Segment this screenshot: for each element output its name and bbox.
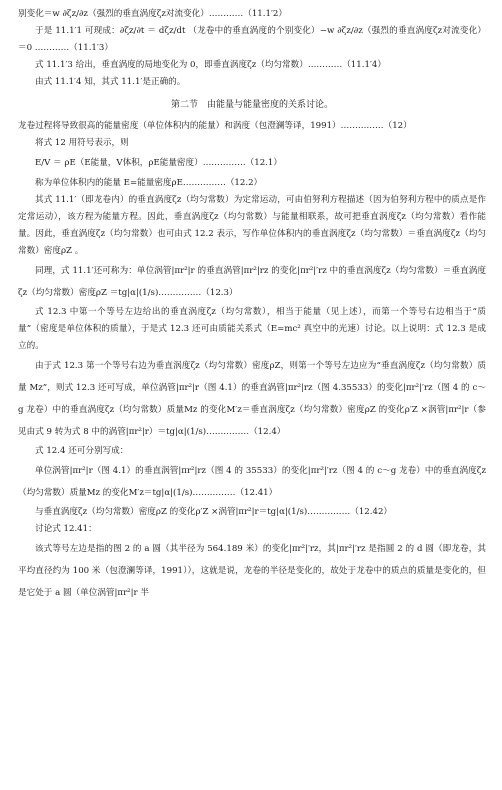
document-page — [18, 6, 486, 604]
paragraph: 称为单位体积内的能量 E=能量密度ρE……………（12.2） — [35, 178, 263, 188]
paragraph: 式 12.4 还可分别写成： — [35, 446, 129, 456]
paragraph: 由于式 12.3 第一个等号右边为垂直涡度ζz（均匀常数）密度ρZ，则第一个等号左边应为“垂直涡度ζz（均匀常数）质量 Mz”，则式 12.3 还可写成，单位涡管|πr²|r（图 4.1）的垂直涡管|πr²|rz（图 4.35533）的变化|πr²|′rz（图 4 的 c～g 龙卷）中的垂直涡度ζz（均匀常数）质量Mz 的变化M′z＝垂直涡度ζz（均匀常数）密度ρZ 的变化ρ′Z ×涡管|πr²|r（参见由式 9 转为式 8 中的涡管|πr²|r）＝tg|α|(1/s)……………（12.4） — [18, 361, 486, 437]
paragraph: 同理，式 11.1′还可称为：单位涡管|πr²|r 的垂直涡管|πr²|rz 的变化|πr²|′rz 中的垂直涡度ζz（均匀常数）＝垂直涡度ζz（均匀常数）密度ρZ ＝tg|α|(1/s)……………（12.3） — [18, 266, 486, 298]
paragraph: 该式等号左边是指的图 2 的 a 圆（其半径为 564.189 米）的变化|πr²|′rz，其|πr²|′rz 是指圆 2 的 d 圆（即龙卷，其平均直径约为 100 米（包澄澜等译，1991）），这就是说，龙卷的半径是变化的，故处于龙卷中的质点的质量是变化的，但是它处于 a 圆（单位涡管|πr²|r 半 — [18, 544, 486, 598]
paragraph: 单位涡管|πr²|r（图 4.1）的垂直涡管|πr²|rz（图 4 的 35533）的变化|πr²|′rz（图 4 的 c～g 龙卷）中的垂直涡度ζz（均匀常数）质量Mz 的变化M′z＝tg|α|(1/s)……………（12.41） — [18, 466, 486, 498]
paragraph: 由式 11.1′4 知，其式 11.1′是正确的。 — [35, 77, 186, 87]
section-title: 第二节 由能量与能量密度的关系讨论。 — [170, 100, 333, 110]
paragraph: 讨论式 12.41： — [35, 524, 97, 534]
paragraph: 龙卷过程将导致很高的能量密度（单位体积内的能量）和涡度（包澄澜等译，1991）……………（12） — [18, 121, 412, 131]
paragraph: 将式 12 用符号表示，则 — [35, 138, 129, 148]
paragraph: 式 11.1′3 给出，垂直涡度的局地变化为 0，即垂直涡度ζz（均匀常数）…………（11.1′4） — [35, 60, 386, 70]
paragraph: 其式 11.1′（即龙卷内）的垂直涡度ζz（均匀常数）为定常运动，可由伯努利方程描述（因为伯努利方程中的质点是作定常运动），该方程为能量方程。因此，垂直涡度ζz（均匀常数）与能量相联系，故可把垂直涡度ζz（均匀常数）看作能量。因此，垂直涡度ζz（均匀常数）也可由式 12.2 表示，写作单位体积内的垂直涡度ζz（均匀常数）＝垂直涡度ζz（均匀常数）密度ρZ 。 — [18, 195, 486, 256]
paragraph: 于是 11.1′1 可现成：∂ζz/∂t ＝ dζz/dt （龙卷中的垂直涡度的个别变化）−w ∂ζz/∂z（强烈的垂直涡度ζz对流变化）＝0 …………（11.1′3） — [18, 26, 486, 53]
formula-line: E/V ＝ ρE（E能量，V体积，ρE能量密度）……………（12.1） — [35, 158, 282, 168]
paragraph: 式 12.3 中第一个等号左边给出的垂直涡度ζz（均匀常数），相当于能量（见上述），而第一个等号右边相当于“质量”（密度是单位体积的质量），于是式 12.3 还可由质能关系式（E=mc² 真空中的光速）讨论。以上说明：式 12.3 是成立的。 — [18, 307, 486, 351]
paragraph: 与垂直涡度ζz（均匀常数）密度ρZ 的变化ρ′Z ×涡管|πr²|r＝tg|α|(1/s)……………（12.42） — [35, 507, 393, 517]
paragraph: 别变化＝w ∂ζz/∂z（强烈的垂直涡度ζz对流变化）…………（11.1′2） — [18, 9, 287, 19]
